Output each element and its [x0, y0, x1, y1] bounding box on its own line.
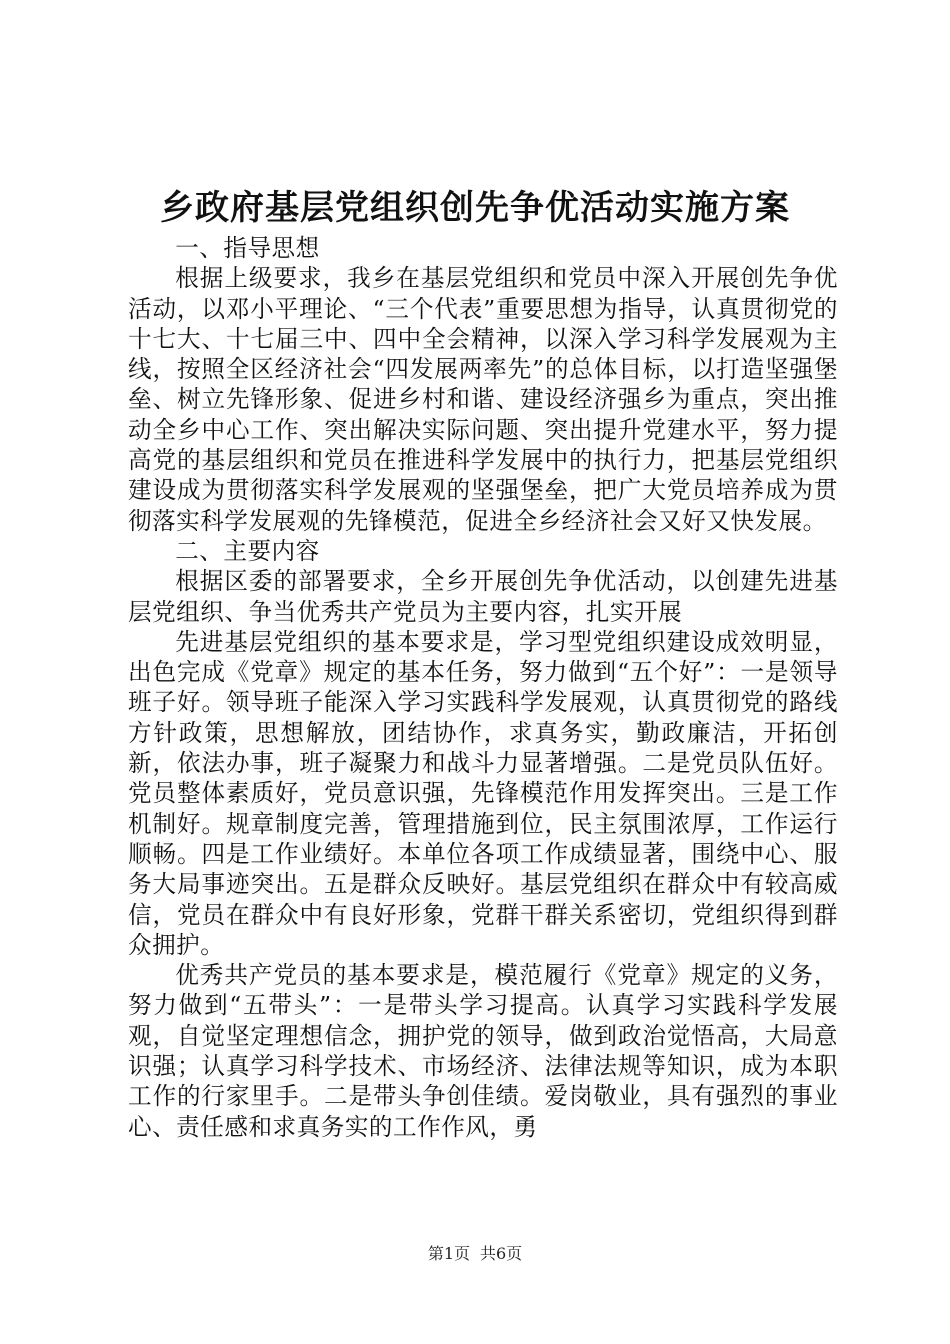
document-title: 乡政府基层党组织创先争优活动实施方案 [160, 188, 790, 228]
paragraph-guiding-ideology: 根据上级要求，我乡在基层党组织和党员中深入开展创先争优活动，以邓小平理论、“三个代表”重要思想为指导，认真贯彻党的十七大、十七届三中、四中全会精神，以深入学习科学发展观为主线，按照全区经济社会“四发展两率先”的总体目标，以打造坚强堡垒、树立先锋形象、促进乡村和谐、建设经济强乡为重点，突出推动全乡中心工作、突出解决实际问题、突出提升党建水平，努力提高党的基层组织和党员在推进科学发展中的执行力，把基层党组织建设成为贯彻落实科学发展观的坚强堡垒，把广大党员培养成为贯彻落实科学发展观的先锋模范，促进全乡经济社会又好又快发展。 [128, 264, 838, 535]
page-footer [0, 1243, 950, 1265]
paragraph-advanced-party-organization: 先进基层党组织的基本要求是，学习型党组织建设成效明显，出色完成《党章》规定的基本任务，努力做到“五个好”：一是领导班子好。领导班子能深入学习实践科学发展观，认真贯彻党的路线方针政策，思想解放，团结协作，求真务实，勤政廉洁，开拓创新，依法办事，班子凝聚力和战斗力显著增强。二是党员队伍好。党员整体素质好，党员意识强，先锋模范作用发挥突出。三是工作机制好。规章制度完善，管理措施到位，民主氛围浓厚，工作运行顺畅。四是工作业绩好。本单位各项工作成绩显著，围绕中心、服务大局事迹突出。五是群众反映好。基层党组织在群众中有较高威信，党员在群众中有良好形象，党群干群关系密切，党组织得到群众拥护。 [128, 627, 838, 959]
page-total: 共6页 [480, 1244, 523, 1263]
page-number: 第1页 [427, 1244, 470, 1263]
section-heading-main-content: 二、主要内容 [175, 536, 320, 565]
document-body [128, 233, 838, 1142]
section-heading-guiding-ideology: 一、指导思想 [175, 234, 320, 262]
paragraph-main-content-intro: 根据区委的部署要求，全乡开展创先争优活动，以创建先进基层党组织、争当优秀共产党员为主要内容，扎实开展 [128, 567, 838, 626]
paragraph-outstanding-party-member: 优秀共产党员的基本要求是，模范履行《党章》规定的义务，努力做到“五带头”：一是带头学习提高。认真学习实践科学发展观，自觉坚定理想信念，拥护党的领导，做到政治觉悟高，大局意识强；认真学习科学技术、市场经济、法律法规等知识，成为本职工作的行家里手。二是带头争创佳绩。爱岗敬业，具有强烈的事业心、责任感和求真务实的工作作风，勇 [128, 961, 838, 1141]
